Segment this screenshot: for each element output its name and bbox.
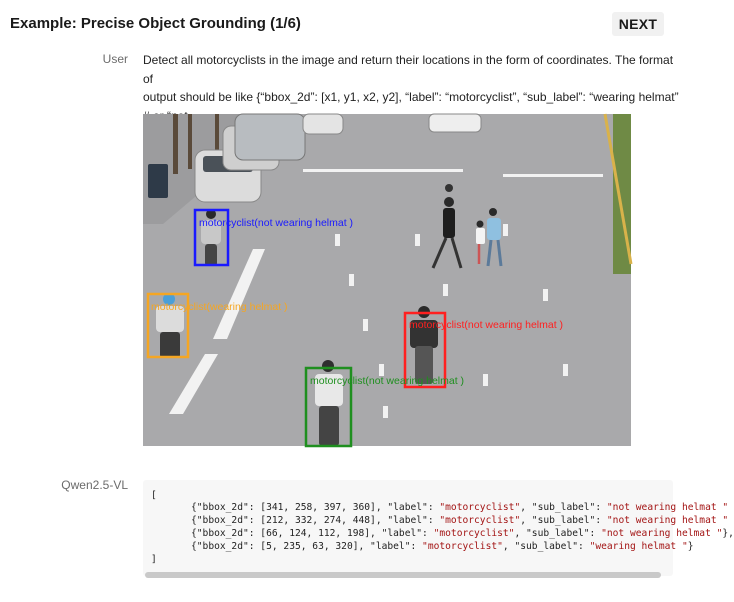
distant-car [429,114,481,132]
code-close-bracket: ] [151,554,157,565]
trash-can [148,164,168,198]
tree-trunk [173,114,178,174]
code-row: {"bbox_2d": [66, 124, 112, 198], "label": "motorcyclist", "sub_label": "not wearing helmat "}, [191,528,734,539]
detection-label: motorcyclist(not wearing helmat ) [310,375,465,387]
next-button[interactable]: NEXT [612,12,664,36]
horizontal-scrollbar[interactable] [145,572,661,578]
prompt-line: Detect all motorcyclists in the image and return their locations in the form of coordinates. The format of [143,53,674,86]
parked-car [235,114,305,160]
code-row: {"bbox_2d": [212, 332, 274, 448], "label": "motorcyclist", "sub_label": "not wearing helmat " [191,515,729,526]
code-row: {"bbox_2d": [341, 258, 397, 360], "label": "motorcyclist", "sub_label": "not wearing helmat " [191,502,729,513]
detection-label: motorcyclist(not wearing helmat ) [199,217,354,229]
street-scene [143,114,631,446]
page-title: Example: Precise Object Grounding (1/6) [10,15,301,32]
street-photo [143,114,631,446]
model-role-label: Qwen2.5-VL [61,478,128,492]
detection-label: motorcyclist(wearing helmat ) [151,301,288,313]
tree-trunk [188,114,192,169]
parked-car [303,114,343,134]
prompt-line: output should be like {“bbox_2d”: [x1, y1, x2, y2], “label”: “motorcyclist”, “sub_label”: “wearing helmat” [143,90,679,104]
code-output [143,480,734,576]
detection-label: motorcyclist(not wearing helmat ) [409,319,564,331]
user-role-label: User [102,52,128,66]
code-open-bracket: [ [151,490,157,501]
code-row: {"bbox_2d": [5, 235, 63, 320], "label": "motorcyclist", "sub_label": "wearing helmat "} [191,541,694,552]
